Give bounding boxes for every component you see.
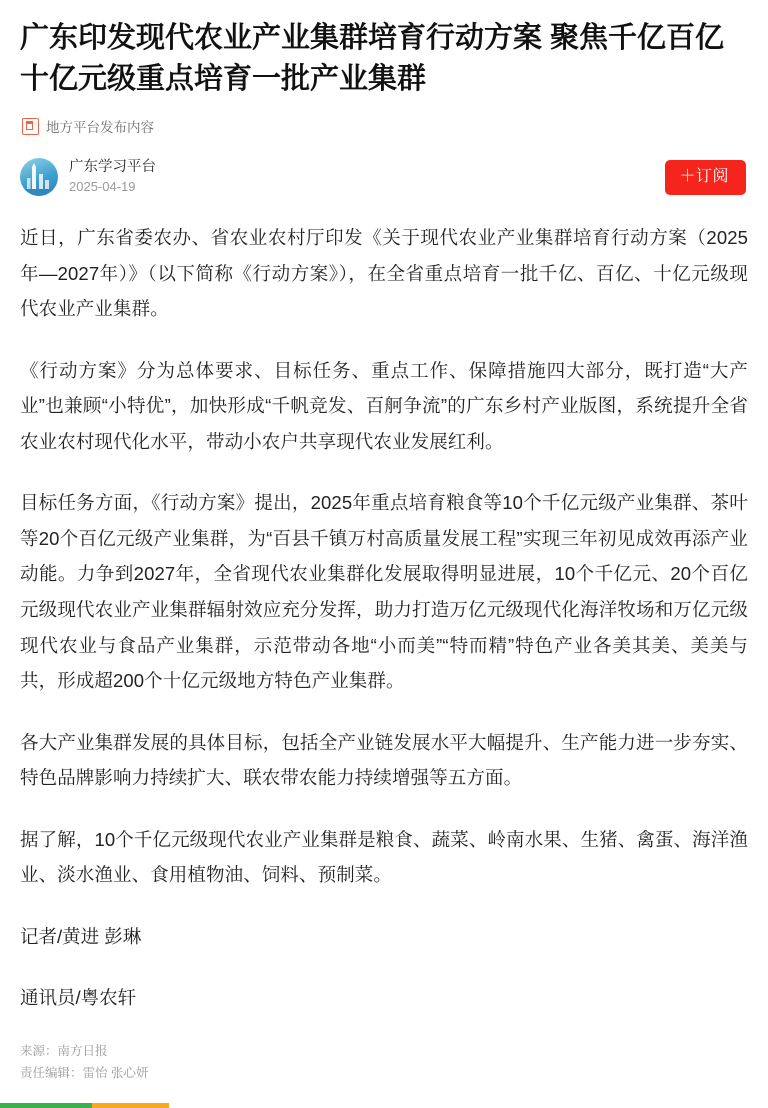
bottom-bar-white bbox=[169, 1103, 768, 1108]
source-line: 来源：南方日报 bbox=[20, 1043, 108, 1058]
article-body bbox=[20, 220, 748, 1015]
editor-line: 责任编辑：雷怡 张心妍 bbox=[20, 1065, 149, 1080]
publish-date: 2025-04-19 bbox=[69, 179, 136, 195]
bottom-bar-yellow bbox=[92, 1103, 169, 1108]
document-badge-icon bbox=[22, 118, 39, 135]
reporter-line: 记者/黄进 彭琳 bbox=[20, 925, 142, 947]
paragraph: 近日，广东省委农办、省农业农村厅印发《关于现代农业产业集群培育行动方案（2025年—2027年）》（以下简称《行动方案》），在全省重点培育一批千亿、百亿、十亿元级现代农业产业集群。 bbox=[20, 227, 748, 320]
page-title: 广东印发现代农业产业集群培育行动方案 聚焦千亿百亿十亿元级重点培育一批产业集群 bbox=[20, 22, 725, 96]
correspondent-line: 通讯员/粤农轩 bbox=[20, 986, 137, 1008]
author-row bbox=[20, 158, 748, 196]
author-meta bbox=[69, 160, 665, 194]
paragraph: 据了解，10个千亿元级现代农业产业集群是粮食、蔬菜、岭南水果、生猪、禽蛋、海洋渔业、淡水渔业、食用植物油、饲料、预制菜。 bbox=[20, 828, 748, 886]
platform-tag bbox=[22, 116, 748, 136]
bottom-bar-green bbox=[0, 1103, 92, 1108]
subscribe-button[interactable]: ＋订阅 bbox=[665, 160, 746, 195]
paragraph: 目标任务方面，《行动方案》提出，2025年重点培育粮食等10个千亿元级产业集群、茶叶等20个百亿元级产业集群，为“百县千镇万村高质量发展工程”实现三年初见成效再添产业动能。力争到2027年，全省现代农业集群化发展取得明显进展，10个千亿元、20个百亿元级现代农业产业集群辐射效应充分发挥，助力打造万亿元级现代化海洋牧场和万亿元级现代农业与食品产业集群，示范带动各地“小而美”“特而精”特色产业各美其美、美美与共，形成超200个十亿元级地方特色产业集群。 bbox=[20, 492, 748, 692]
avatar[interactable] bbox=[20, 158, 58, 196]
bottom-color-bar bbox=[0, 1103, 768, 1108]
article-footer bbox=[20, 1041, 748, 1099]
paragraph: 各大产业集群发展的具体目标，包括全产业链发展水平大幅提升、生产能力进一步夯实、特色品牌影响力持续扩大、联农带农能力持续增强等五方面。 bbox=[20, 731, 748, 789]
platform-tag-label: 地方平台发布内容 bbox=[46, 120, 154, 136]
author-name[interactable]: 广东学习平台 bbox=[69, 159, 156, 176]
paragraph: 《行动方案》分为总体要求、目标任务、重点工作、保障措施四大部分，既打造“大产业”也兼顾“小特优”，加快形成“千帆竞发、百舸争流”的广东乡村产业版图，系统提升全省农业农村现代化水平，带动小农户共享现代农业发展红利。 bbox=[20, 359, 748, 452]
